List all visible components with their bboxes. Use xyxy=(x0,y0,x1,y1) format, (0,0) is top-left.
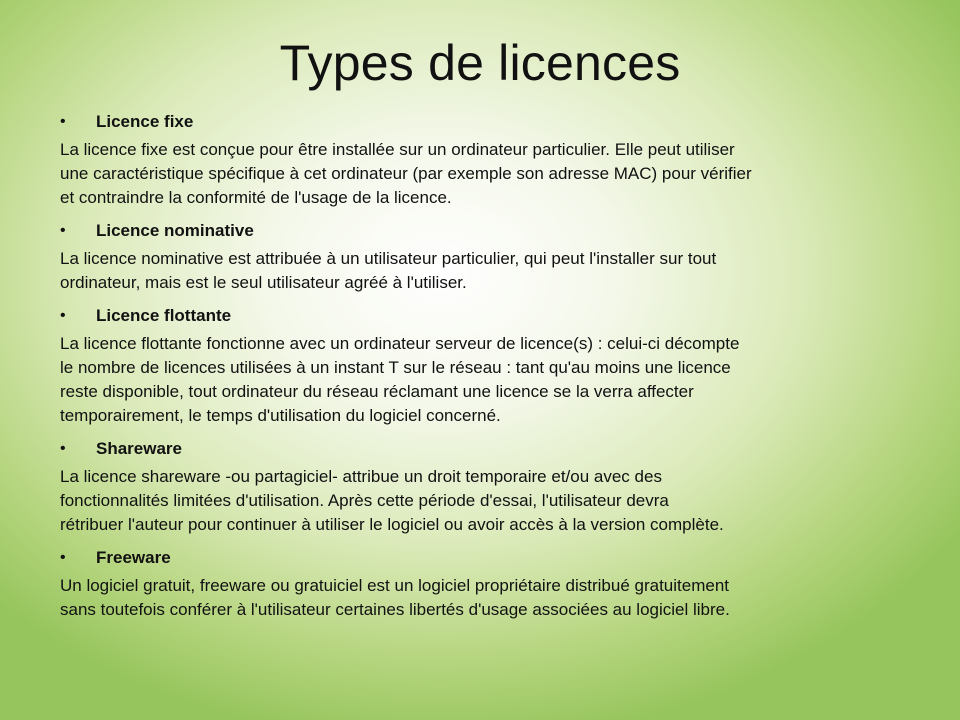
description-line: reste disponible, tout ordinateur du réseau réclamant une licence se la verra affecter xyxy=(60,382,694,401)
section-heading-shareware xyxy=(60,433,920,465)
description-line: La licence shareware -ou partagiciel- attribue un droit temporaire et/ou avec des xyxy=(60,467,662,486)
section-heading-text: Shareware xyxy=(96,439,182,458)
section-description-licence-nominative xyxy=(60,247,920,295)
description-line: une caractéristique spécifique à cet ordinateur (par exemple son adresse MAC) pour vérifier xyxy=(60,164,752,183)
description-line: ordinateur, mais est le seul utilisateur agréé à l'utiliser. xyxy=(60,273,467,292)
description-line: sans toutefois conférer à l'utilisateur certaines libertés d'usage associées au logiciel libre. xyxy=(60,600,730,619)
bullet-icon: • xyxy=(60,222,66,239)
section-heading-licence-flottante xyxy=(60,300,920,332)
section-heading-licence-fixe xyxy=(60,106,920,138)
description-line: le nombre de licences utilisées à un instant T sur le réseau : tant qu'au moins une licence xyxy=(60,358,731,377)
description-line: La licence fixe est conçue pour être installée sur un ordinateur particulier. Elle peut utiliser xyxy=(60,140,735,159)
section-heading-text: Freeware xyxy=(96,548,171,567)
description-line: et contraindre la conformité de l'usage de la licence. xyxy=(60,188,452,207)
section-heading-freeware xyxy=(60,542,920,574)
description-line: La licence flottante fonctionne avec un ordinateur serveur de licence(s) : celui-ci décompte xyxy=(60,334,740,353)
section-description-licence-fixe xyxy=(60,138,920,210)
bullet-icon: • xyxy=(60,113,66,130)
section-heading-text: Licence nominative xyxy=(96,221,254,240)
description-line: fonctionnalités limitées d'utilisation. Après cette période d'essai, l'utilisateur devra xyxy=(60,491,669,510)
bullet-icon: • xyxy=(60,440,66,457)
description-line: Un logiciel gratuit, freeware ou gratuiciel est un logiciel propriétaire distribué gratuitement xyxy=(60,576,730,595)
bullet-icon: • xyxy=(60,549,66,566)
section-description-freeware xyxy=(60,574,920,622)
bullet-icon: • xyxy=(60,307,66,324)
section-heading-text: Licence flottante xyxy=(96,306,232,325)
section-heading-licence-nominative xyxy=(60,215,920,247)
section-heading-text: Licence fixe xyxy=(96,112,194,131)
description-line: rétribuer l'auteur pour continuer à utiliser le logiciel ou avoir accès à la version complète. xyxy=(60,515,724,534)
slide-content xyxy=(60,106,920,627)
slide-title: Types de licences xyxy=(279,35,681,91)
description-line: La licence nominative est attribuée à un utilisateur particulier, qui peut l'installer sur tout xyxy=(60,249,717,268)
section-description-shareware xyxy=(60,465,920,537)
section-description-licence-flottante xyxy=(60,332,920,428)
description-line: temporairement, le temps d'utilisation du logiciel concerné. xyxy=(60,406,501,425)
